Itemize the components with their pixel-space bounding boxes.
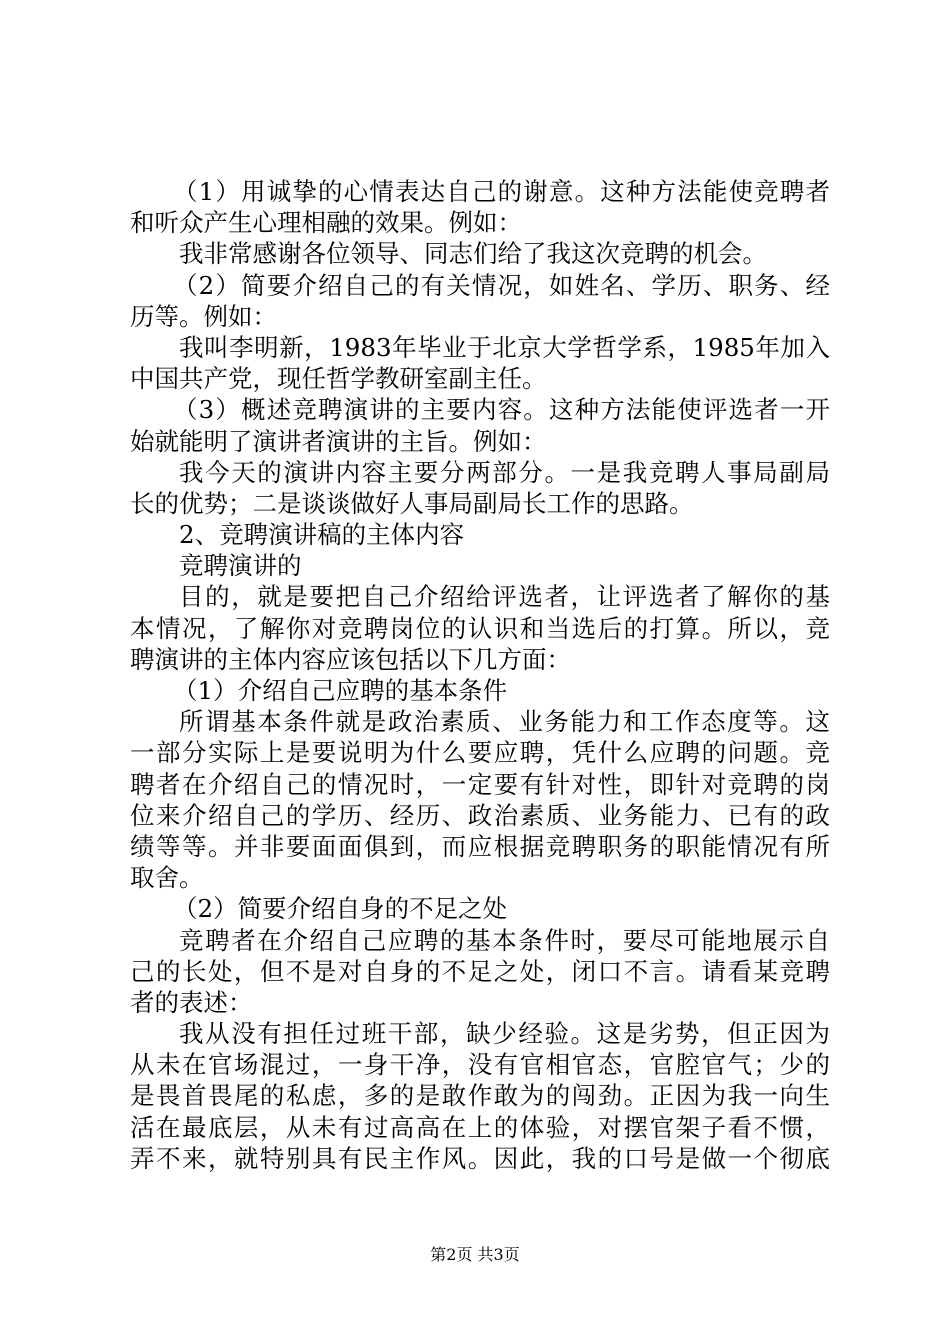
paragraph-line: （1）用诚挚的心情表达自己的谢意。这种方法能使竞聘者 <box>173 177 830 206</box>
paragraph-line: 是畏首畏尾的私虑，多的是敢作敢为的闯劲。正因为我一向生 <box>130 1081 830 1111</box>
paragraph-line: 位来介绍自己的学历、经历、政治素质、业务能力、已有的政 <box>130 800 830 830</box>
paragraph-line: 我非常感谢各位领导、同志们给了我这次竞聘的机会。 <box>179 239 767 269</box>
paragraph-line: 一部分实际上是要说明为什么要应聘，凭什么应聘的问题。竞 <box>130 738 830 768</box>
paragraph-line: 活在最底层，从未有过高高在上的体验，对摆官架子看不惯， <box>130 1112 830 1142</box>
paragraph-line: 竞聘演讲的 <box>179 551 302 581</box>
subsection-heading: （2）简要介绍自身的不足之处 <box>173 894 508 924</box>
paragraph-line: 取舍。 <box>130 863 204 893</box>
paragraph-line: 者的表述： <box>130 987 253 1017</box>
paragraph-line: 我从没有担任过班干部，缺少经验。这是劣势，但正因为 <box>179 1019 830 1049</box>
paragraph-line: 历等。例如： <box>130 301 277 331</box>
paragraph-line: 始就能明了演讲者演讲的主旨。例如： <box>130 426 547 456</box>
paragraph-line: 弄不来，就特别具有民主作风。因此，我的口号是做一个彻底 <box>130 1143 830 1173</box>
paragraph-line: （3）概述竞聘演讲的主要内容。这种方法能使评选者一开 <box>173 395 830 425</box>
subsection-heading: （1）介绍自己应聘的基本条件 <box>173 676 508 705</box>
paragraph-line: 绩等等。并非要面面俱到，而应根据竞聘职务的职能情况有所 <box>130 831 830 861</box>
paragraph-line: 本情况，了解你对竞聘岗位的认识和当选后的打算。所以，竞 <box>130 613 830 643</box>
paragraph-line: 我今天的演讲内容主要分两部分。一是我竞聘人事局副局 <box>179 457 830 487</box>
paragraph-line: 中国共产党，现任哲学教研室副主任。 <box>130 364 547 394</box>
paragraph-line: 己的长处，但不是对自身的不足之处，闭口不言。请看某竞聘 <box>130 956 830 986</box>
paragraph-line: 聘演讲的主体内容应该包括以下几方面： <box>130 644 571 674</box>
paragraph-line: 从未在官场混过，一身干净，没有官相官态，官腔官气；少的 <box>130 1050 830 1080</box>
paragraph-line: 我叫李明新，1983年毕业于北京大学哲学系，1985年加入 <box>179 332 830 362</box>
section-heading: 2、竞聘演讲稿的主体内容 <box>179 520 465 550</box>
paragraph-line: 竞聘者在介绍自己应聘的基本条件时，要尽可能地展示自 <box>179 925 830 955</box>
document-body <box>130 176 830 1174</box>
page-footer <box>0 1245 950 1265</box>
paragraph-line: 目的，就是要把自己介绍给评选者，让评选者了解你的基 <box>179 582 830 612</box>
paragraph-line: 聘者在介绍自己的情况时，一定要有针对性，即针对竞聘的岗 <box>130 769 830 799</box>
paragraph-line: （2）简要介绍自己的有关情况，如姓名、学历、职务、经 <box>173 270 830 300</box>
paragraph-line: 所谓基本条件就是政治素质、业务能力和工作态度等。这 <box>179 707 830 737</box>
page-number-label: 第2页 共3页 <box>430 1245 520 1264</box>
paragraph-line: 和听众产生心理相融的效果。例如： <box>130 208 522 238</box>
paragraph-line: 长的优势；二是谈谈做好人事局副局长工作的思路。 <box>130 488 694 518</box>
